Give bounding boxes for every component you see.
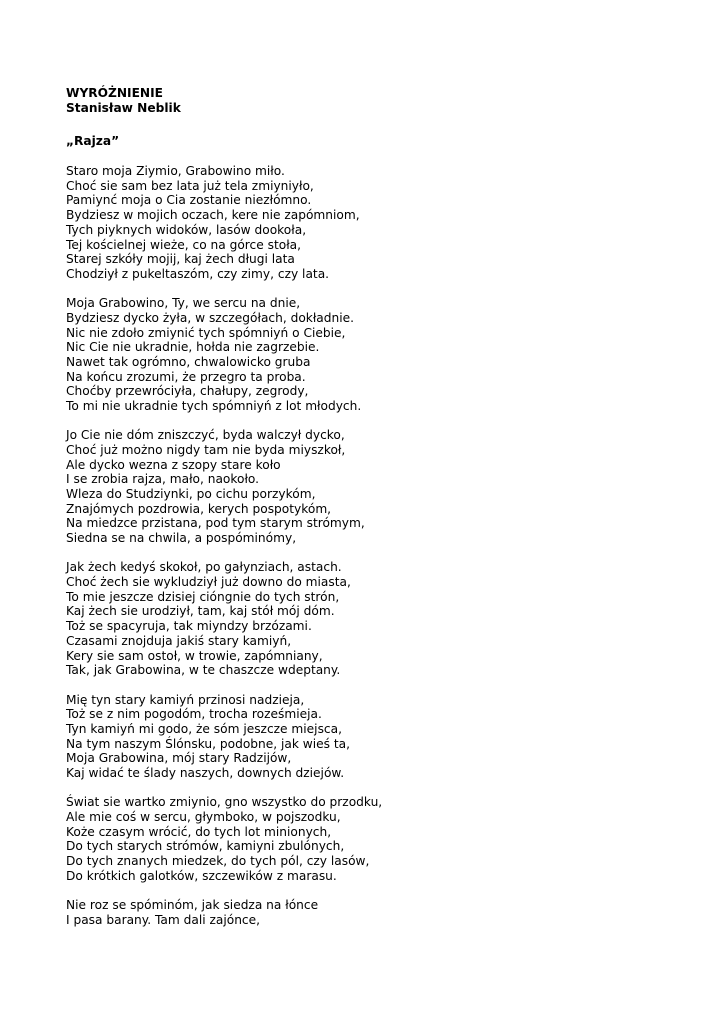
poem-line: Siedna se na chwila, a pospóminómy, xyxy=(66,531,297,546)
poem-line: Kery sie sam ostoł, w trowie, zapómniany, xyxy=(66,648,323,663)
poem-line: Do krótkich galotków, szczewików z marasu. xyxy=(66,868,337,883)
poem-line: Staro moja Ziymio, Grabowino miło. xyxy=(66,164,285,178)
poem-line: Bydziesz dycko żyła, w szczegółach, dokładnie. xyxy=(66,310,354,325)
poem-line: To mi nie ukradnie tych spómniyń z lot młodych. xyxy=(66,399,362,414)
poem-line: I se zrobia rajza, mało, naokoło. xyxy=(66,472,260,487)
poem-line: Nic Cie nie ukradnie, hołda nie zagrzebie. xyxy=(66,340,320,355)
poem-line: Tak, jak Grabowina, w te chaszcze wdeptany. xyxy=(66,663,341,678)
poem-line: Czasami znojduja jakiś stary kamiyń, xyxy=(66,633,292,648)
poem-line: Ale mie coś w sercu, głymboko, w pojszodku, xyxy=(66,809,341,824)
poem-line: Choć sie sam bez lata już tela zmiyniyło, xyxy=(66,178,314,193)
poem-line: Toż se spacyruja, tak miyndzy brzózami. xyxy=(66,619,312,634)
award-heading: WYRÓŻNIENIE xyxy=(66,86,163,100)
poem-line: Toż se z nim pogodóm, trocha roześmieja. xyxy=(66,707,322,722)
stanza xyxy=(66,795,686,883)
stanza xyxy=(66,560,686,678)
poem-line: Nie roz se spóminóm, jak siedza na łónce xyxy=(66,897,319,912)
poem-line: Nic nie zdoło zmiynić tych spómniyń o Ciebie, xyxy=(66,325,346,340)
poem-line: Znajómych pozdrowia, kerych pospotykóm, xyxy=(66,501,332,516)
poem-line: Moja Grabowino, Ty, we sercu na dnie, xyxy=(66,296,301,311)
poem-line: Tych piyknych widoków, lasów dookoła, xyxy=(66,222,307,237)
author-name: Stanisław Neblik xyxy=(66,101,181,115)
document-page xyxy=(66,86,686,942)
poem-line: Mię tyn stary kamiyń przinosi nadzieja, xyxy=(66,692,305,707)
poem-line: Kaj widać te ślady naszych, downych dziejów. xyxy=(66,766,345,781)
poem-line: Choć żech sie wykludziył już downo do miasta, xyxy=(66,575,351,590)
stanza xyxy=(66,898,686,927)
poem-line: Ale dycko wezna z szopy stare koło xyxy=(66,457,281,472)
poem-line: Starej szkóły mojij, kaj żech długi lata xyxy=(66,252,295,267)
poem-line: Wleza do Studziynki, po cichu porzykóm, xyxy=(66,487,316,502)
poem-line: I pasa barany. Tam dali zajónce, xyxy=(66,912,260,927)
poem-line: Choć już możno nigdy tam nie byda miyszkoł, xyxy=(66,442,346,457)
stanza xyxy=(66,693,686,781)
poem-title: „Rajza” xyxy=(66,134,120,148)
poem-line: Tyn kamiyń mi godo, że sóm jeszcze miejsca, xyxy=(66,721,342,736)
poem-line: To mie jeszcze dzisiej ciόngnie do tych strón, xyxy=(66,589,340,604)
poem-body xyxy=(66,164,686,927)
stanza xyxy=(66,164,686,282)
poem-line: Chodziył z pukeltaszóm, czy zimy, czy lata. xyxy=(66,266,330,281)
poem-line: Nawet tak ogrómno, chwalowicko gruba xyxy=(66,354,311,369)
poem-line: Pamiynć moja o Cia zostanie niezłómno. xyxy=(66,193,312,208)
poem-line: Na tym naszym Ślónsku, podobne, jak wieś ta, xyxy=(66,736,350,751)
poem-line: Kaj żech sie urodziył, tam, kaj stół mój dóm. xyxy=(66,604,335,619)
poem-line: Jo Cie nie dóm zniszczyć, byda walczył dycko, xyxy=(66,428,345,443)
poem-line: Na końcu zrozumi, że przegro ta proba. xyxy=(66,369,306,384)
poem-line: Do tych starych strómów, kamiyni zbulónych, xyxy=(66,839,345,854)
poem-line: Koże czasym wrócić, do tych lot minionych, xyxy=(66,824,332,839)
stanza xyxy=(66,428,686,546)
poem-line: Na miedzce przistana, pod tym starym strómym, xyxy=(66,516,365,531)
poem-line: Choćby przewróciyła, chałupy, zegrody, xyxy=(66,384,309,399)
poem-line: Jak żech kedyś skokoł, po gałynziach, astach. xyxy=(66,560,342,575)
stanza xyxy=(66,296,686,414)
poem-line: Moja Grabowina, mój stary Radzijów, xyxy=(66,751,292,766)
poem-line: Tej kościelnej wieże, co na górce stoła, xyxy=(66,237,302,252)
poem-line: Świat sie wartko zmiynio, gno wszystko do przodku, xyxy=(66,795,383,810)
poem-line: Bydziesz w mojich oczach, kere nie zapómniom, xyxy=(66,208,360,223)
poem-line: Do tych znanych miedzek, do tych pól, czy lasów, xyxy=(66,854,370,869)
